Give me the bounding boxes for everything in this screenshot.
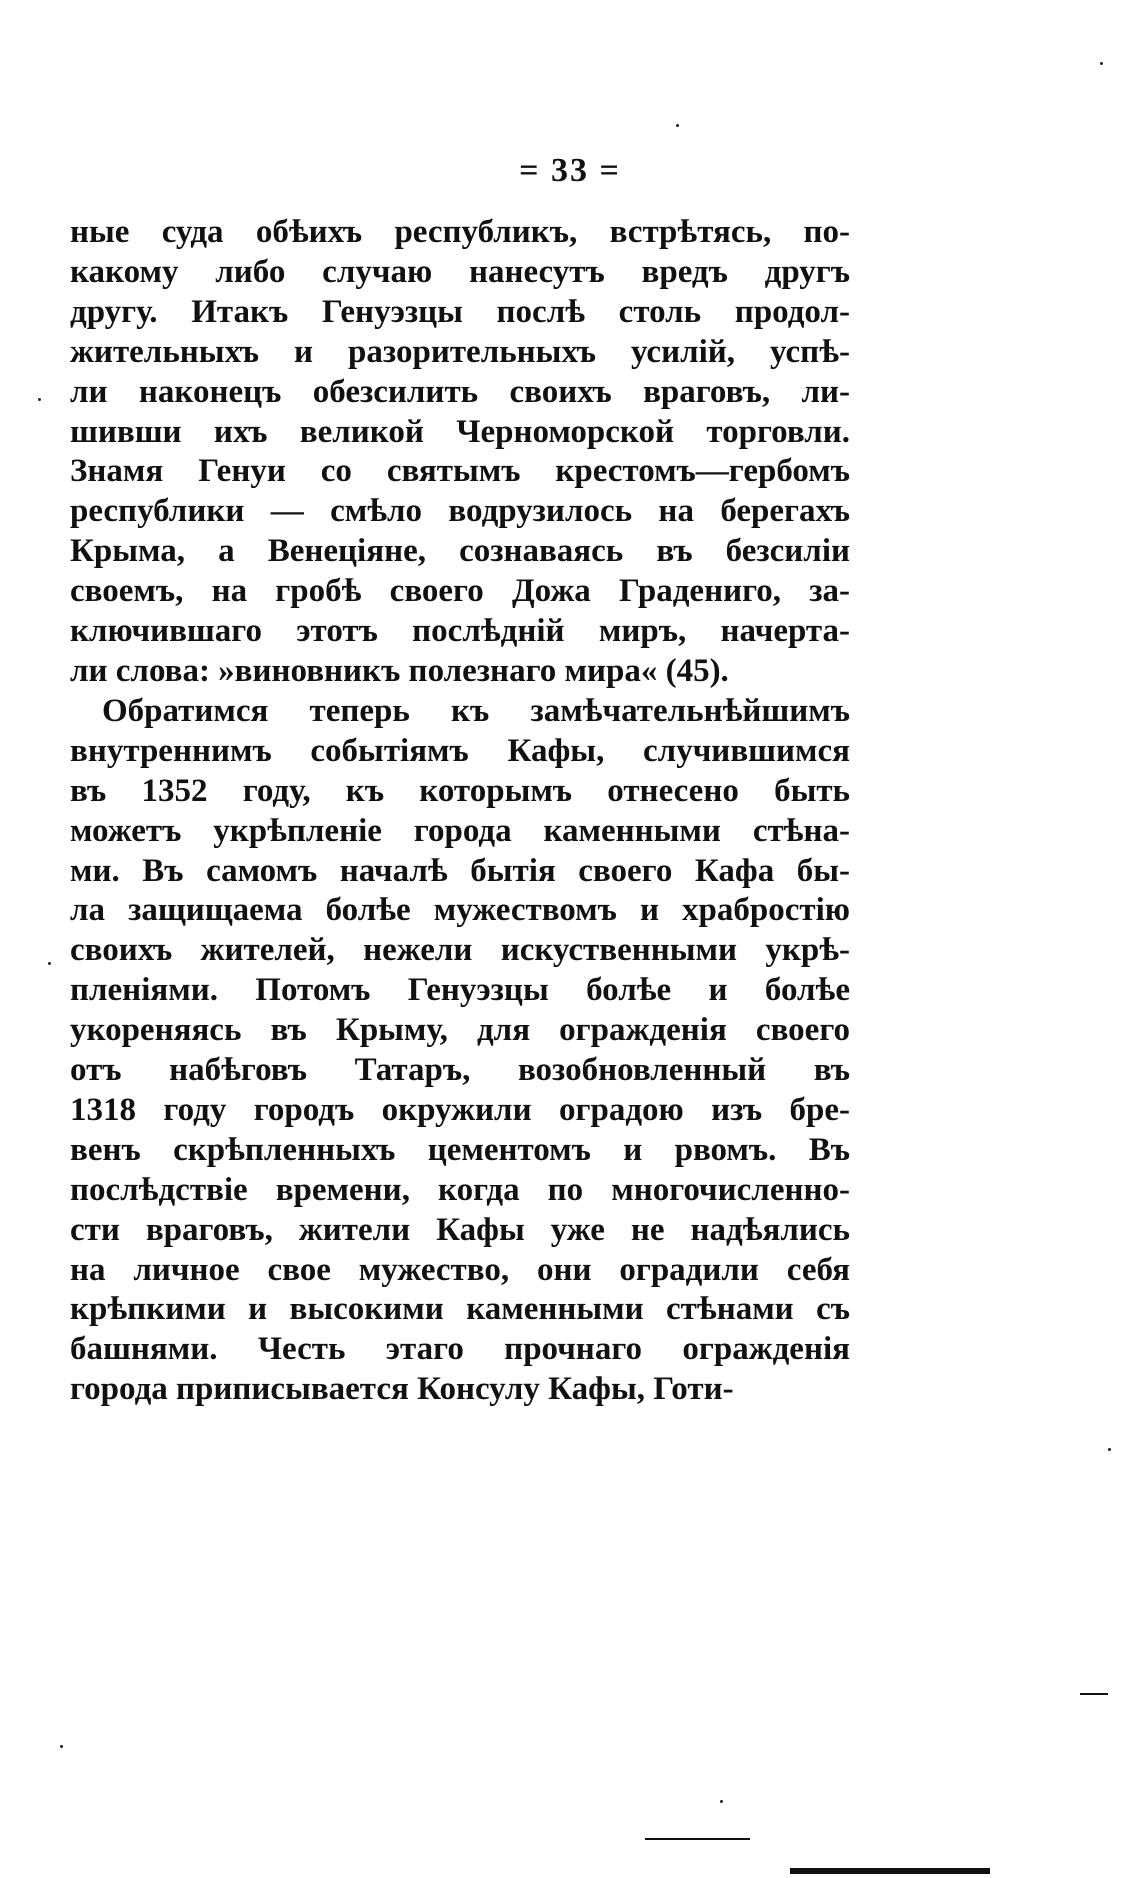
text-line: ключившаго этотъ послѣдній миръ, начерта- [70,613,850,650]
text-line: башнями. Честь этаго прочнаго огражденія [70,1331,850,1368]
scan-speck [38,398,41,401]
scan-speck [48,962,51,965]
text-line: крѣпкими и высокими каменными стѣнами съ [70,1291,850,1328]
scan-mark [645,1838,750,1840]
text-line: ли наконецъ обезсилить своихъ враговъ, ли- [70,373,850,410]
body-text [70,213,850,1410]
text-line: на личное свое мужество, они оградили себя [70,1251,850,1288]
scan-mark [1080,1693,1108,1695]
text-line: города приписывается Консулу Кафы, Готи- [70,1371,734,1408]
text-line: шивши ихъ великой Черноморской торговли. [70,413,850,450]
text-line: ла защищаема болѣе мужествомъ и храбростію [70,892,850,929]
text-line: сти враговъ, жители Кафы уже не надѣялись [70,1211,850,1248]
text-line: отъ набѣговъ Татаръ, возобновленный въ [70,1052,850,1089]
text-line: въ 1352 году, къ которымъ отнесено быть [70,772,850,809]
text-line: укореняясь въ Крыму, для огражденія своего [70,1012,850,1049]
text-line: какому либо случаю нанесутъ вредъ другъ [70,253,850,290]
text-line: можетъ укрѣпленіе города каменными стѣна- [70,812,850,849]
text-line: своихъ жителей, нежели искуственными укрѣ- [70,932,850,969]
text-line: жительныхъ и разорительныхъ усилій, успѣ- [70,333,850,370]
text-line: республики — смѣло водрузилось на берегахъ [70,493,850,530]
text-line: ные суда обѣихъ республикъ, встрѣтясь, по- [70,214,850,250]
text-line: 1318 году городъ окружили оградою изъ бре- [70,1091,850,1128]
text-line: Обратимся теперь къ замѣчательнѣйшимъ [102,692,850,729]
text-line: послѣдствіе времени, когда по многочисленно- [70,1171,850,1208]
text-line: Крыма, а Венеціяне, сознаваясь въ безсиліи [70,533,850,570]
text-line: другу. Итакъ Генуэзцы послѣ столь продол- [70,293,850,330]
scan-speck [720,1800,723,1803]
paragraph-2 [70,692,850,1410]
text-line: внутреннимъ событіямъ Кафы, случившимся [70,732,850,769]
text-line: пленіями. Потомъ Генуэзцы болѣе и болѣе [70,972,850,1009]
text-line: венъ скрѣпленныхъ цементомъ и рвомъ. Въ [70,1131,850,1168]
scan-speck [60,1745,63,1748]
scan-speck [1100,62,1103,65]
paragraph-1 [70,213,850,692]
scan-mark [790,1868,990,1874]
scan-speck [676,124,679,127]
page-number-header: = 33 = [519,152,621,189]
text-line: ли слова: »виновникъ полезнаго мира« (45). [70,652,729,689]
text-line: своемъ, на гробѣ своего Дожа Градениго, за- [70,573,850,610]
scan-speck [1108,1448,1111,1451]
text-line: Знамя Генуи со святымъ крестомъ—гербомъ [70,453,850,490]
text-line: ми. Въ самомъ началѣ бытія своего Кафа бы- [70,852,850,889]
